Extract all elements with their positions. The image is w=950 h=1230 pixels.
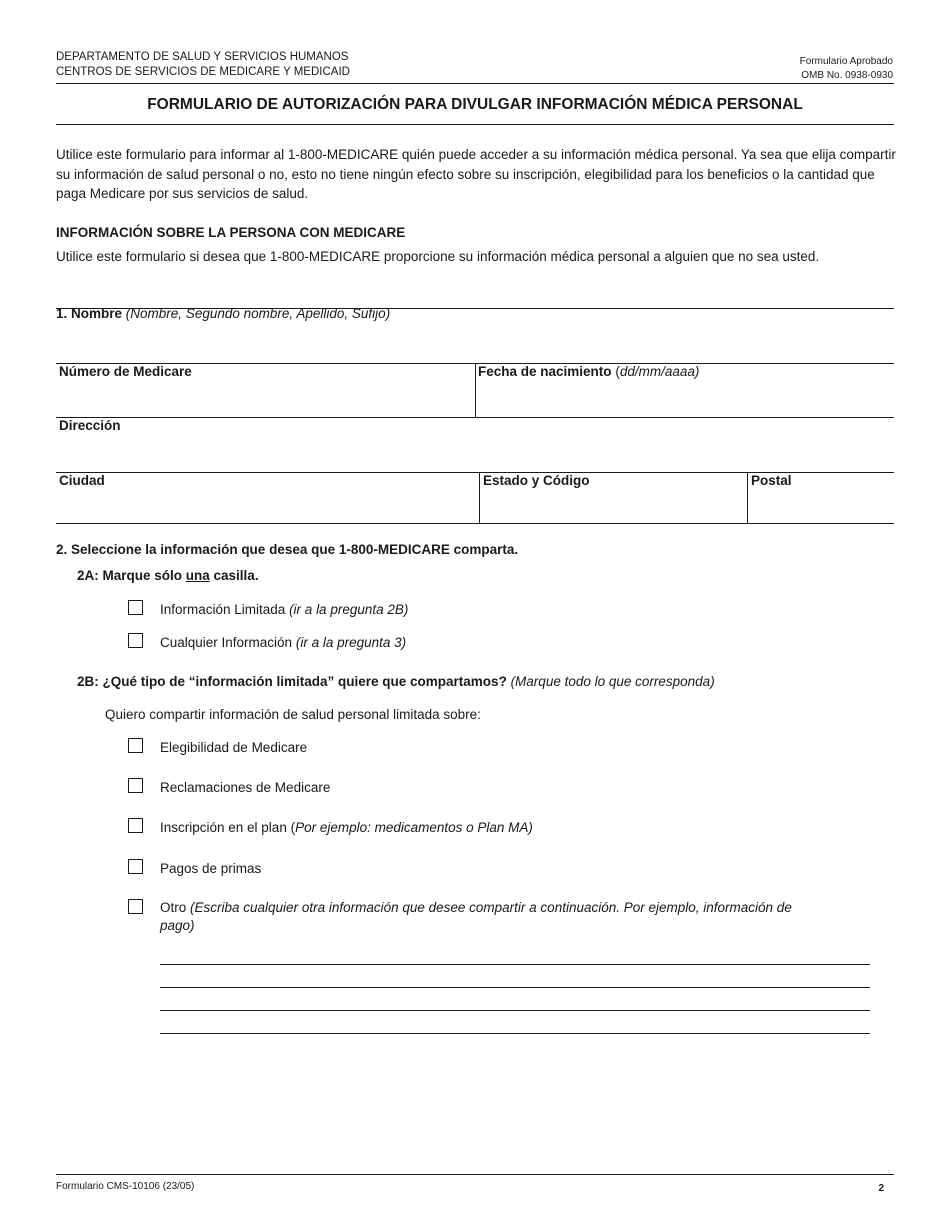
approval-line-1: Formulario Aprobado (799, 56, 893, 67)
dob-input-area[interactable] (476, 382, 894, 416)
dob-field-label (478, 364, 699, 379)
limited-info-checkbox[interactable] (128, 600, 143, 615)
page-number: 2 (878, 1183, 884, 1194)
agency-line-1: DEPARTAMENTO DE SALUD Y SERVICIOS HUMANOS (56, 51, 349, 63)
person-section-heading: INFORMACIÓN SOBRE LA PERSONA CON MEDICARE (56, 225, 406, 240)
q2b-heading (77, 674, 715, 689)
name-input-area[interactable] (56, 325, 894, 361)
q2b-intro: Quiero compartir información de salud personal limitada sobre: (105, 707, 481, 722)
eligibility-checkbox[interactable] (128, 738, 143, 753)
option-label: Elegibilidad de Medicare (160, 740, 308, 755)
other-write-line[interactable] (160, 987, 870, 988)
any-info-option (160, 633, 406, 652)
omb-approval (800, 55, 893, 83)
q2-heading: 2. Seleccione la información que desea que 1-800-MEDICARE comparta. (56, 542, 519, 557)
address-input-area[interactable] (56, 436, 894, 471)
option-label: Otro (160, 900, 191, 915)
claims-checkbox[interactable] (128, 778, 143, 793)
form-title: FORMULARIO DE AUTORIZACIÓN PARA DIVULGAR INFORMACIÓN MÉDICA PERSONAL (147, 96, 803, 113)
limited-info-option (160, 600, 408, 619)
any-info-checkbox[interactable] (128, 633, 143, 648)
option-label: Información Limitada (160, 602, 290, 617)
plan-enrollment-option (160, 818, 533, 837)
premium-payments-checkbox[interactable] (128, 859, 143, 874)
q2b-hint: (Marque todo lo que corresponda) (510, 674, 715, 689)
name-hint: (Nombre, Segundo nombre, Apellido, Sufijo) (125, 306, 391, 321)
dob-hint-open: ( (615, 364, 620, 379)
option-label: Inscripción en el plan ( (160, 820, 296, 835)
footer-rule (56, 1174, 894, 1175)
dob-label: Fecha de nacimiento (478, 364, 612, 379)
form-id: Formulario CMS-10106 (23/05) (56, 1181, 195, 1192)
address-label: Dirección (59, 418, 121, 433)
q2a-suffix: casilla. (209, 568, 259, 583)
name-field-label (56, 306, 390, 321)
postal-input-area[interactable] (748, 491, 894, 522)
option-label: Pagos de primas (160, 861, 262, 876)
name-label: 1. Nombre (56, 306, 123, 321)
premium-payments-option (160, 859, 261, 878)
dob-hint: dd/mm/aaaa) (619, 364, 700, 379)
other-option (160, 899, 800, 935)
other-write-line[interactable] (160, 1033, 870, 1034)
option-hint: (Escriba cualquier otra información que desee compartir a continuación. Por ejemplo, información de pago) (160, 900, 792, 933)
city-label: Ciudad (59, 473, 105, 488)
plan-enrollment-checkbox[interactable] (128, 818, 143, 833)
q2a-heading (77, 568, 259, 583)
state-zip-input-area[interactable] (480, 491, 746, 522)
postal-label: Postal (751, 473, 792, 488)
option-label: Reclamaciones de Medicare (160, 780, 331, 795)
row-city-bottom-rule (56, 523, 894, 524)
option-hint: (ir a la pregunta 2B) (289, 602, 409, 617)
other-write-line[interactable] (160, 1010, 870, 1011)
eligibility-option (160, 738, 307, 757)
medicare-number-input-area[interactable] (56, 382, 474, 416)
q2b-label: 2B: ¿Qué tipo de “información limitada” quiere que compartamos? (77, 674, 511, 689)
claims-option (160, 778, 330, 797)
other-checkbox[interactable] (128, 899, 143, 914)
other-write-line[interactable] (160, 964, 870, 965)
city-input-area[interactable] (56, 491, 478, 522)
option-label: Cualquier Información (160, 635, 296, 650)
option-hint: Por ejemplo: medicamentos o Plan MA) (295, 820, 533, 835)
intro-paragraph: Utilice este formulario para informar al 1-800-MEDICARE quién puede acceder a su información médica personal. Ya sea que elija compartir su información de salud personal o no, esto no tiene ningún efecto sobre su inscripción, elegibilidad para los beneficios o la cantidad que paga Medicare por sus servicios de salud. (56, 147, 896, 201)
state-zip-label: Estado y Código (483, 473, 590, 488)
agency-name (56, 50, 350, 80)
title-rule (56, 124, 894, 125)
q2a-prefix: 2A: Marque sólo (77, 568, 186, 583)
approval-line-2: OMB No. 0938-0930 (801, 70, 893, 81)
person-section-description: Utilice este formulario si desea que 1-800-MEDICARE proporcione su información médica personal a alguien que no sea usted. (56, 249, 820, 264)
header-rule (56, 83, 894, 84)
q2a-underlined: una (185, 568, 210, 583)
option-hint: (ir a la pregunta 3) (295, 635, 407, 650)
agency-line-2: CENTROS DE SERVICIOS DE MEDICARE Y MEDICAID (56, 66, 350, 78)
row-address-top-rule (56, 417, 894, 418)
medicare-number-label: Número de Medicare (59, 364, 192, 379)
